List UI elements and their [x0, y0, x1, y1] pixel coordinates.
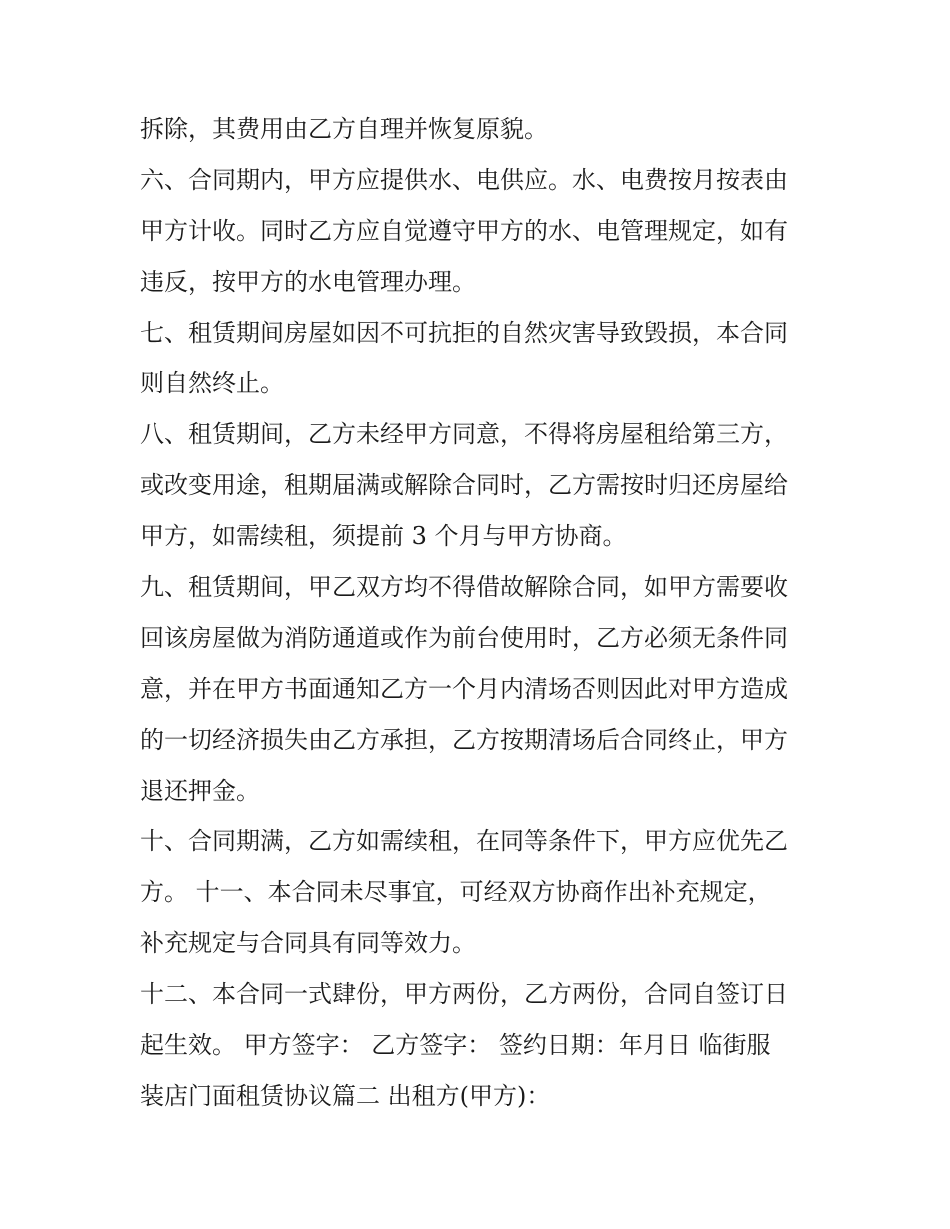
text-line: 十二、本合同一式肆份，甲方两份，乙方两份，合同自签订日	[140, 980, 788, 1009]
text-line: 装店门面租赁协议篇二 出租方(甲方)：	[140, 1081, 551, 1110]
text-line: 的一切经济损失由乙方承担，乙方按期清场后合同终止，甲方	[140, 725, 788, 754]
text-line: 七、租赁期间房屋如因不可抗拒的自然灾害导致毁损，本合同	[140, 318, 788, 347]
contract-body-text	[140, 104, 820, 1122]
text-line: 起生效。 甲方签字： 乙方签字： 签约日期：年月日 临街服	[140, 1031, 771, 1060]
text-line: 则自然终止。	[140, 369, 284, 398]
text-line: 或改变用途，租期届满或解除合同时，乙方需按时归还房屋给	[140, 471, 788, 500]
text-line: 十、合同期满，乙方如需续租，在同等条件下，甲方应优先乙	[140, 827, 788, 856]
text-line: 甲方计收。同时乙方应自觉遵守甲方的水、电管理规定，如有	[140, 216, 788, 245]
text-line: 方。 十一、本合同未尽事宜，可经双方协商作出补充规定，	[140, 878, 772, 907]
text-line: 六、合同期内，甲方应提供水、电供应。水、电费按月按表由	[140, 165, 788, 194]
text-line: 意，并在甲方书面通知乙方一个月内清场否则因此对甲方造成	[140, 674, 788, 703]
text-line: 退还押金。	[140, 776, 260, 805]
text-line: 九、租赁期间，甲乙双方均不得借故解除合同，如甲方需要收	[140, 573, 788, 602]
text-line: 回该房屋做为消防通道或作为前台使用时，乙方必须无条件同	[140, 623, 788, 652]
text-line: 八、租赁期间，乙方未经甲方同意，不得将房屋租给第三方，	[140, 420, 788, 449]
text-line: 补充规定与合同具有同等效力。	[140, 929, 476, 958]
text-line: 拆除，其费用由乙方自理并恢复原貌。	[140, 115, 548, 143]
text-line: 违反，按甲方的水电管理办理。	[140, 267, 476, 296]
text-line: 甲方，如需续租，须提前 3 个月与甲方协商。	[140, 522, 627, 551]
